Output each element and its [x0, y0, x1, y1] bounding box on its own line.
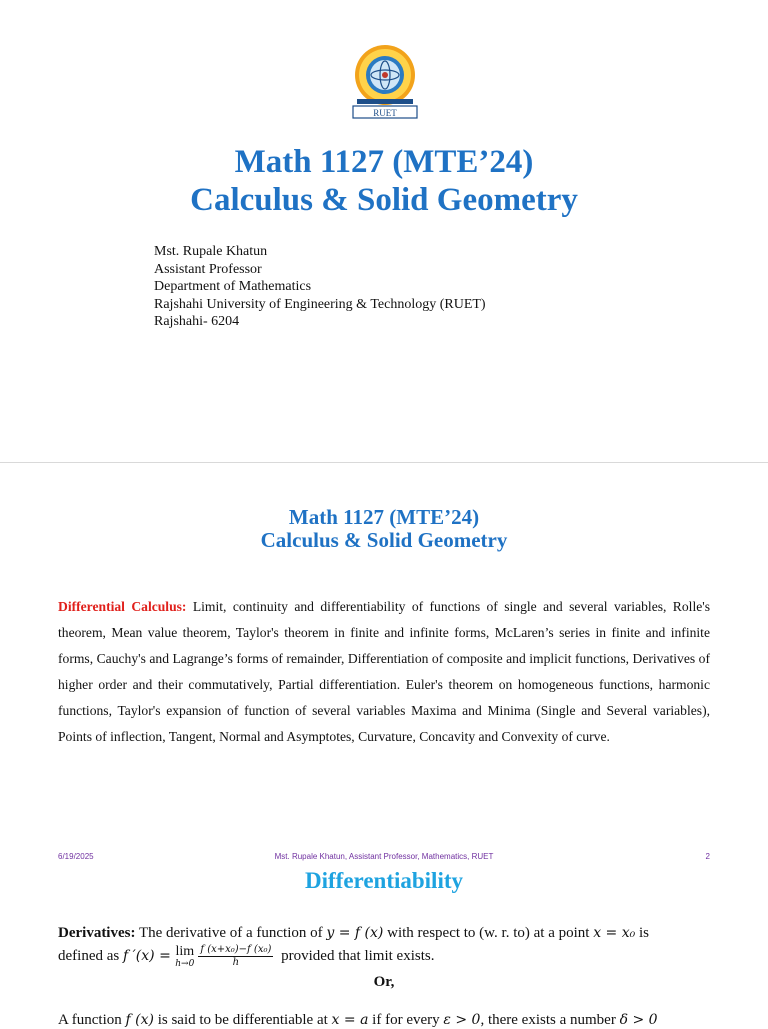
derivative-text: The derivative of a function of [135, 925, 327, 941]
footer-author: Mst. Rupale Khatun, Assistant Professor, Mathematics, RUET [274, 852, 494, 861]
fraction-denominator: h [232, 957, 240, 968]
page-title: Math 1127 (MTE’24) [234, 144, 534, 180]
author-designation: Assistant Professor [154, 261, 262, 277]
author-address: Rajshahi- 6204 [154, 314, 240, 329]
fraction-numerator: f (x+x₀)−f (x₀) [200, 944, 272, 955]
math-expression: y = f (x) [326, 925, 384, 941]
derivative-line-1 [58, 922, 718, 944]
slide-2-subtitle: Calculus & Solid Geometry [260, 528, 508, 552]
derivative-definition [58, 922, 718, 969]
author-university: Rajshahi University of Engineering & Technology (RUET) [154, 296, 486, 312]
differentiability-definition [58, 1012, 758, 1029]
limit-subscript: h→0 [175, 958, 195, 969]
derivative-text: with respect to (w. r. to) at a point [383, 925, 594, 941]
author-name: Mst. Rupale Khatun [154, 244, 268, 259]
or-separator: Or, [373, 974, 395, 990]
limit-word: lim [175, 943, 195, 959]
page-subtitle: Calculus & Solid Geometry [190, 182, 578, 218]
math-expression: x = x₀ [593, 925, 636, 941]
derivative-text: provided that limit exists. [277, 947, 435, 964]
slide-2-title: Math 1127 (MTE’24) [288, 505, 480, 529]
math-expression: x = a [331, 1012, 369, 1028]
ruet-logo-icon [351, 42, 419, 120]
definition-text: if for every [368, 1012, 444, 1028]
slide-footer [58, 852, 710, 866]
slide-3-title: Differentiability [305, 868, 463, 893]
math-expression: δ > 0 [619, 1012, 658, 1028]
definition-text: , there exists a number [480, 1012, 620, 1028]
math-expression: f ′(x) = [122, 947, 176, 964]
definition-text: is said to be differentiable at [153, 1012, 332, 1028]
logo-text: RUET [373, 108, 397, 118]
page-divider [0, 462, 768, 463]
derivative-text: defined as [58, 947, 123, 964]
math-expression: ε > 0 [443, 1012, 481, 1028]
derivative-line-2 [58, 944, 718, 969]
author-department: Department of Mathematics [154, 279, 312, 294]
limit-expression [175, 945, 194, 969]
footer-date: 6/19/2025 [58, 852, 94, 861]
author-block [154, 243, 486, 331]
syllabus-paragraph [58, 594, 710, 750]
difference-quotient [198, 944, 273, 969]
math-expression: f (x) [125, 1012, 154, 1028]
syllabus-text: Limit, continuity and differentiability of functions of single and several variables, Rolle's theorem, Mean value theorem, Taylor's theorem in finite and infinite forms, McLaren’s series in finite and infinite forms, Cauchy's and Lagrange’s forms of remainder, Differentiation of composite and implicit functions, Derivatives of higher order and their commutatively, Partial differentiation. Euler's theorem on homogeneous functions, harmonic functions, Taylor's expansion of function of several variables Maxima and Minima (Single and Several variables), Points of inflection, Tangent, Normal and Asymptotes, Curvature, Concavity and Convexity of curve. [58, 599, 710, 744]
derivative-label: Derivatives: [58, 925, 136, 941]
derivative-text: is [635, 925, 649, 941]
definition-text: A function [58, 1012, 126, 1028]
syllabus-label: Differential Calculus: [58, 599, 187, 614]
footer-page-number: 2 [705, 852, 710, 861]
